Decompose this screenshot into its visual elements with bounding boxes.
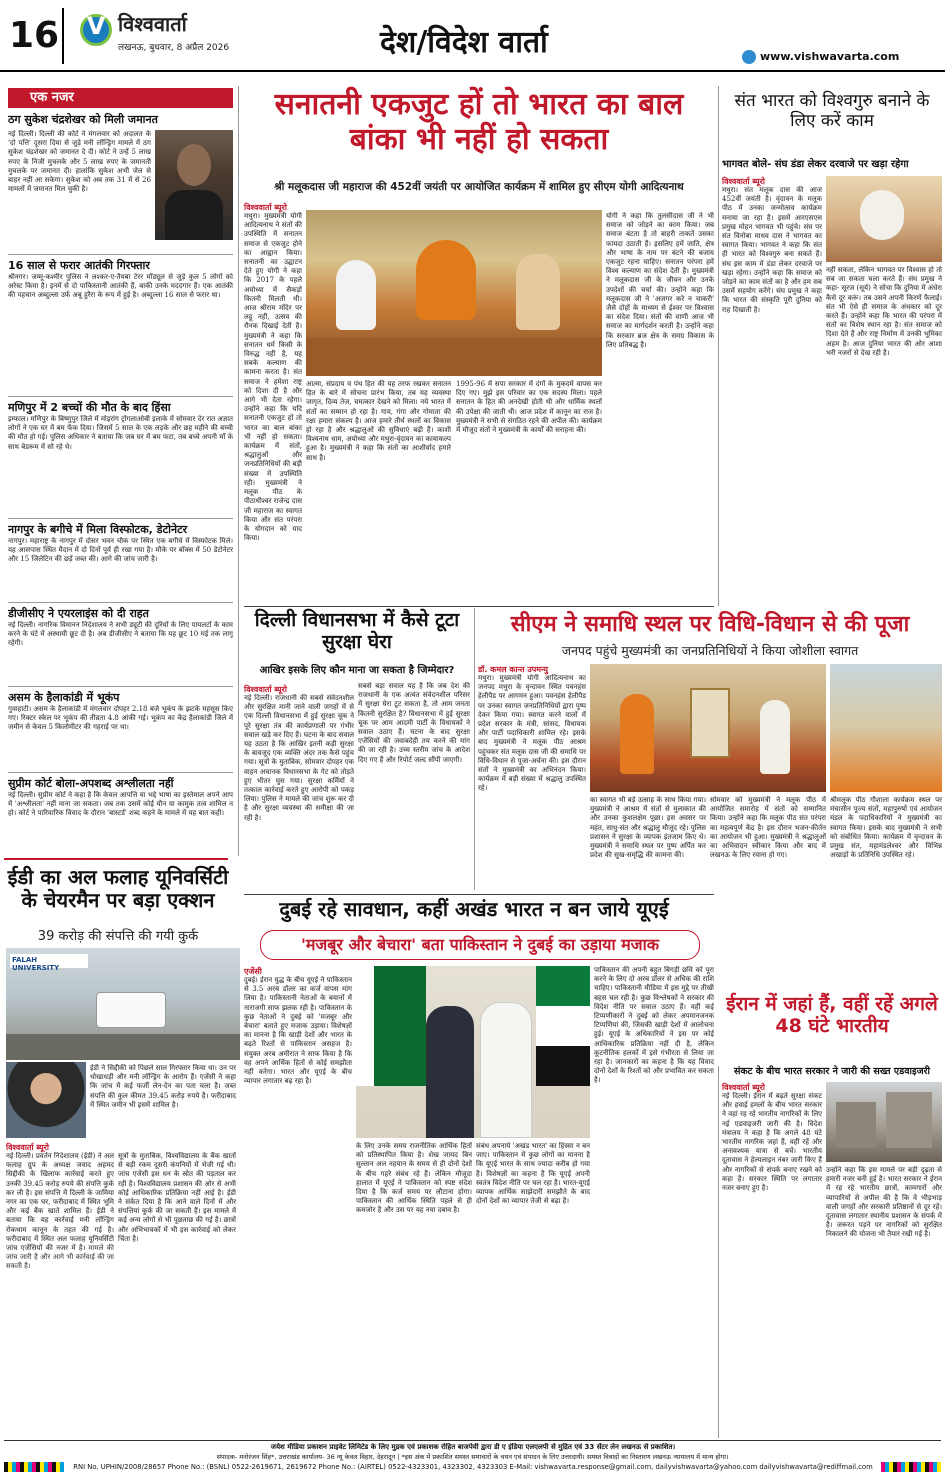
cm-figure <box>416 240 476 320</box>
delhi-headline: दिल्ली विधानसभा में कैसे टूटा सुरक्षा घेरा <box>254 609 460 653</box>
iran-headline: ईरान में जहां हैं, वहीं रहें अगले 48 घंटे भारतीय <box>726 993 938 1037</box>
dubai-quote: 'मजबूर और बेचारा' बता पाकिस्तान ने दुबई का उड़ाया मजाक <box>260 930 700 960</box>
dubai-byline: एजेंसी <box>244 967 262 976</box>
ed-body-col3: सूत्रों के मुताबिक, विश्वविद्यालय के बैंक खातों से बड़ी रकम दूसरी कंपनियों में भेजी गई थी। जांच एजेंसी इस धन के स्रोत की पड़ताल कर रही है। विश्वविद्यालय प्रशासन की ओर से अभी कोई आधिकारिक प्रतिक्रिया नहीं आई है। ईडी ने संकेत दिया है कि आने वाले दिनों में और संपत्तियां कुर्क की जा सकती हैं। इस मामले में कई अन्य लोगों से भी पूछताछ की गई है। छात्रों और अभिभावकों में भी इस कार्रवाई को लेकर चिंता है। <box>118 1152 236 1243</box>
lead-body-col1 <box>244 212 302 602</box>
brief-item <box>8 400 233 515</box>
brief-item <box>8 690 233 769</box>
brief-title: असम के हैलाकांडी में भूकंप <box>8 691 120 704</box>
person-figure <box>516 254 560 330</box>
lead-photo <box>306 210 602 376</box>
brief-item <box>8 606 233 683</box>
iran-rubble-photo <box>826 1082 942 1162</box>
cm-byline: डॉ. कमल कान्त उपमन्यु <box>478 665 549 674</box>
lead-headline: सनातनी एकजुट हों तो भारत का बाल बांका भी नहीं हो सकता <box>274 87 684 157</box>
bhagwat-photo <box>826 176 942 262</box>
chairman-photo <box>6 1062 86 1138</box>
pakistan-flag <box>356 966 426 1086</box>
color-registration-bar <box>881 1462 941 1472</box>
university-photo <box>6 948 240 1060</box>
paper-name: विश्ववार्ता <box>118 12 187 36</box>
bhagwat-body-col1 <box>722 186 822 602</box>
delhi-subheadline: आखिर इसके लिए कौन माना जा सकता है जिम्मेदार? <box>259 665 455 676</box>
iran-subheadline: संकट के बीच भारत सरकार ने जारी की सख्त एडवाइजरी <box>733 1066 931 1077</box>
lead-body-col4: योगी ने कहा कि तुलसीदास जी ने भी समाज को जोड़ने का काम किया। जब समाज बंटता है तो बाहरी ताकतें उसका फायदा उठाती हैं। इसलिए हमें जाति, क्षेत्र और भाषा के नाम पर बंटने की बजाय एकजुट रहना चाहिए। सनातन परंपरा हमें विश्व कल्याण का संदेश देती है। मुख्यमंत्री ने मलूकदास जी के जीवन और उनके उपदेशों की चर्चा की। उन्होंने कहा कि मलूकदास जी ने 'अजगर करे न चाकरी' जैसे दोहों के माध्यम से ईश्वर पर विश्वास का संदेश दिया। संतों की वाणी आज भी समाज का मार्गदर्शन करती है। उन्होंने कहा कि सरकार ब्रज क्षेत्र के समग्र विकास के लिए प्रतिबद्ध है। <box>606 212 714 349</box>
bhagwat-body-col2: नहीं सकता, लेकिन भागवत पर विश्वास हो तो सब जा सकता चला करते हैं। संघ प्रमुख ने कहा- सूरज (सूर्य) ने सोचा कि दुनिया में अंधेरा कैसे दूर करूं। तब उसने अपनी किरणें फैलाईं। संत भी ऐसे ही समाज के अंधकार को दूर करते हैं। उन्होंने कहा कि भारत की परंपरा में संतों का विशेष स्थान रहा है। संत समाज को दिशा देते हैं और राष्ट्र निर्माण में उनकी भूमिका अहम है। आज दुनिया भारत की ओर आशा भरी नजरों से देख रही है। <box>826 266 942 357</box>
bhagwat-byline: विश्ववार्ता ब्यूरो <box>722 177 765 186</box>
column-divider <box>718 86 719 606</box>
imprint-line: जयेश मीडिया प्रकाशन प्राइवेट लिमिटेड के लिए मुद्रक एवं प्रकाशक रोहित बाजपेयी द्वारा डी ए इंडिया एलएलपी से मुद्रित एवं 33 सेंटर लेन लखनऊ से प्रकाशित। <box>270 1443 676 1451</box>
person-figure <box>336 260 376 330</box>
column-divider <box>474 608 475 890</box>
cm-body-col3: सोमवार को मुख्यमंत्री ने मलूक पीठ में आयोजित समारोह में संतों को सम्मानित किया। उन्होंने कहा कि मलूक पीठ संत परंपरा का महत्वपूर्ण केंद्र है। इस दौरान भजन-कीर्तन का आयोजन भी हुआ। मुख्यमंत्री ने श्रद्धालुओं का अभिवादन स्वीकार किया और बाद में लखनऊ के लिए रवाना हो गए। <box>710 796 826 860</box>
contact-line: RNI No. UPHIN/2008/28657 Phone No.: (BSNL) 0522-2619671, 2619672 Phone No.: (AIRTEL) 0522-4323301, 4323302, 4323303 E-Mail: vishwavarta.response@gmail.com, dailyvishwavarta@yahoo.com dailyvishwavarta@rediffmail.com <box>73 1463 873 1471</box>
imprint-editor: संपादक- मनोरंजन सिंह*, उत्तराखंड कार्यालय- 36 न्यू केवल विहार, देहरादून | *इस अंक में प्रकाशित समस्त समाचारों के चयन एवं संपादन के लिए उत्तरदायी। समस्त विवादों का निस्तारण लखनऊ न्यायालय में मान्य होगा। <box>216 1453 729 1461</box>
bhagwat-body-text: मथुरा। संत मलूक दास की आज 452वीं जयंती है। वृंदावन के मलूक पीठ में उनका जन्मोत्सव कार्यक्रम मनाया जा रहा है। इसमें आरएसएस प्रमुख मोहन भागवत भी पहुंचे। संघ पर संत विनोबा माधव दास ने भागवत का स्वागत किया। भागवत ने कहा कि संत ही भारत को विश्वगुरु बना सकते हैं। संघ इस काम में डंडा लेकर दरवाजे पर खड़ा रहेगा। उन्होंने कहा कि समाज को जोड़ने का काम संतों का है और हम सब उसमें सहयोग करेंगे। संघ प्रमुख ने कहा कि भारत की संस्कृति पूरी दुनिया को राह दिखाती है। <box>722 186 822 314</box>
iran-body-text: नई दिल्ली। ईरान में बढ़ते सुरक्षा संकट और हवाई हमलों के बीच भारत सरकार ने वहां रह रहे भारतीय नागरिकों के लिए नई एडवाइजरी जारी की है। विदेश मंत्रालय ने कहा है कि अगले 48 घंटे भारतीय नागरिक जहां हैं, वहीं रहें और अनावश्यक यात्रा से बचें। भारतीय दूतावास ने हेल्पलाइन नंबर जारी किए हैं और नागरिकों से संपर्क बनाए रखने को कहा है। सरकार स्थिति पर लगातार नजर बनाए हुए है। <box>722 1092 822 1193</box>
brief-item <box>8 258 233 393</box>
dubai-photo <box>356 966 590 1138</box>
brief-title: ठग सुकेश चंद्रशेखर को मिली जमानत <box>8 113 158 126</box>
brief-item <box>8 522 233 599</box>
divider <box>244 606 714 607</box>
ed-body-col2: ईडी ने सिद्दीकी को पिछले साल गिरफ्तार किया था। उन पर धोखाधड़ी और मनी लॉन्ड्रिंग के आरोप हैं। एजेंसी ने कहा कि जांच में कई फर्जी लेन-देन का पता चला है। जब्त संपत्ति की कुल कीमत 39.45 करोड़ रुपये है। फरीदाबाद में स्थित जमीन भी इसमें शामिल है। <box>90 1064 236 1109</box>
cm-body-text: मथुरा। मुख्यमंत्री योगी आदित्यनाथ का जनपद मथुरा के वृन्दावन स्थित पवनहंस हेलीपैड पर आगमन हुआ। पवनहंस हेलीपैड पर उनका स्वागत जनप्रतिनिधियों द्वारा पुष्प देकर किया गया। स्वागत करने वालों में प्रदेश सरकार के मंत्री, सांसद, विधायक और पार्टी पदाधिकारी शामिल रहे। इसके बाद मुख्यमंत्री ने मलूक पीठ आश्रम पहुंचकर संत मलूक दास जी की समाधि पर विधि-विधान से पूजा-अर्चना की। इस दौरान संतों ने मुख्यमंत्री का अभिनंदन किया। कार्यक्रम में बड़ी संख्या में श्रद्धालु उपस्थित रहे। <box>478 674 586 793</box>
ed-body-text: नई दिल्ली। प्रवर्तन निदेशालय (ईडी) ने अल फलाह ग्रुप के अध्यक्ष जवाद अहमद सिद्दीकी के खिलाफ कार्रवाई करते हुए उनकी 39.45 करोड़ रुपये की संपत्ति कुर्क कर ली है। इस संपत्ति में दिल्ली के जामिया नगर का एक घर, फरीदाबाद में स्थित भूमि और कई बैंक खाते शामिल हैं। ईडी ने बताया कि यह कार्रवाई मनी लॉन्ड्रिंग रोकथाम कानून के तहत की गई है। फरीदाबाद में स्थित अल फलाह यूनिवर्सिटी जांच एजेंसियों की नजर में है। <box>6 1152 114 1253</box>
bhagwat-headline: संत भारत को विश्वगुरु बनाने के लिए करें काम <box>734 91 930 131</box>
stage <box>306 338 602 376</box>
divider <box>4 1440 941 1441</box>
brief-body: गुवाहाटी। असम के हैलाकांडी में मंगलवार दोपहर 2.18 बजे भूकंप के झटके महसूस किए गए। रिक्टर स्केल पर भूकंप की तीव्रता 4.8 आंकी गई। भूकंप का केंद्र हैलाकांडी जिले में जमीन से केवल 5 किलोमीटर की गहराई पर था। <box>8 705 233 732</box>
iran-body-col1 <box>722 1092 822 1438</box>
lead-byline: विश्ववार्ता ब्यूरो <box>244 203 287 212</box>
cm-body-col2: का स्वागत भी बड़े उत्साह के साथ किया गया। मुख्यमंत्री ने आश्रम में संतों से मुलाकात की और उनका कुशलक्षेम पूछा। इस अवसर पर महंत, साधु-संत और श्रद्धालु मौजूद रहे। पुलिस प्रशासन ने सुरक्षा के व्यापक इंतजाम किए थे। मुख्यमंत्री ने समाधि स्थल पर पुष्प अर्पित कर प्रदेश की सुख-समृद्धि की कामना की। <box>590 796 706 860</box>
column-divider <box>718 1066 719 1438</box>
footer-bar <box>4 1452 941 1472</box>
delhi-body-col1 <box>244 694 354 890</box>
dubai-body-col2: के लिए उनके समय राजनीतिक आर्थिक हितों को प्रतिस्थापित किया है। शेख जायद बिन सुल्तान अल नहयान के समय से ही दोनों देशों के बीच गहरे संबंध रहे हैं। लेकिन मौजूदा हालात में यूएई ने पाकिस्तान को स्पष्ट संदेश दिया है कि कर्ज समय पर लौटाना होगा। पाकिस्तान की आर्थिक स्थिति पहले से ही कमजोर है और उस पर यह नया दबाव है। <box>356 1142 472 1215</box>
bhagwat-subheadline: भागवत बोले- संघ डंडा लेकर दरवाजे पर खड़ा रहेगा <box>722 159 909 170</box>
ed-body: नई दिल्ली। प्रवर्तन निदेशालय (ईडी) ने अल फलाह ग्रुप के अध्यक्ष जवाद अहमद सिद्दीकी के खिलाफ कार्रवाई करते हुए उनकी 39.45 करोड़ रुपये की संपत्ति कुर्क कर ली है। इस संपत्ति में दिल्ली के जामिया नगर का एक घर, फरीदाबाद में स्थित भूमि और कई बैंक खाते शामिल हैं। ईडी ने बताया कि यह कार्रवाई मनी लॉन्ड्रिंग रोकथाम कानून के तहत की गई है। फरीदाबाद में स्थित अल फलाह यूनिवर्सिटी जांच एजेंसियों की नजर में है। मामले की जांच जारी है और आगे भी कार्रवाई की जा सकती है। <box>6 1152 114 1271</box>
suspect-photo <box>155 130 233 240</box>
brief-title: सुप्रीम कोर्ट बोला-अपशब्द अश्लीलता नहीं <box>8 777 174 790</box>
ed-byline: विश्ववार्ता ब्यूरो <box>6 1143 49 1152</box>
dubai-body-text: दुबई। ईरान युद्ध के बीच यूएई ने पाकिस्तान से 3.5 अरब डॉलर का कर्ज वापस मांग लिया है। पाकिस्तानी नेताओं के बयानों में नाराजगी साफ झलक रही है। पाकिस्तान के कुछ नेताओं ने दुबई को 'मजबूर और बेचारा' बताते हुए मजाक उड़ाया। विशेषज्ञों का मानना है कि खाड़ी देशों और भारत के बढ़ते रिश्तों से पाकिस्तान असहज है। संयुक्त अरब अमीरात ने साफ किया है कि वह अपने आर्थिक हितों से कोई समझौता नहीं करेगा। भारत और यूएई के बीच व्यापार लगातार बढ़ रहा है। <box>244 976 352 1086</box>
lead-body-col3: 1995-96 में सपा सरकार में दंगों के मुकदमे वापस कर दिए गए। मुझे इस परिवार का एक सदस्य मिला। पहले सनातन के हित की अनदेखी होती थी और धार्मिक स्थलों की उपेक्षा की जाती थी। आज प्रदेश में कानून का राज है। मुख्यमंत्री ने सभी से संगठित रहने की अपील की। कार्यक्रम में मौजूद संतों ने मुख्यमंत्री के कार्यों की सराहना की। <box>456 380 602 435</box>
lead-subheadline: श्री मलूकदास जी महाराज की 452वीं जयंती पर आयोजित कार्यक्रम में शामिल हुए सीएम योगी आदित्यनाथ <box>274 181 684 193</box>
globe-icon <box>742 50 756 64</box>
person-figure <box>860 190 904 240</box>
color-registration-bar <box>4 1462 64 1472</box>
uae-flag <box>536 966 590 1086</box>
brief-body: श्रीनगर। जम्मू-कश्मीर पुलिस ने लश्कर-ए-तैयबा टेरर मॉड्यूल से जुड़े कुल 5 लोगों को अरेस्ट किया है। इनमें से दो पाकिस्तानी आतंकी हैं, बाकी उनके मददगार हैं। एक आतंकी की पहचान अब्दुल्ला उर्फ अबू हुरैरा के रूप में हुई है। अब्दुल्ला 16 साल से फरार था। <box>8 273 233 300</box>
date-line: लखनऊ, बुधवार, 8 अप्रैल 2026 <box>118 43 230 53</box>
logo-letter: V <box>86 12 106 40</box>
page-number: 16 <box>6 8 64 64</box>
brief-body: इम्फाल। मणिपुर के बिष्णुपुर जिले में मोइरांग ट्रोंगलाओबी इलाके में सोमवार देर रात अज्ञात लोगों ने एक घर में बम फेंक दिया। जिसमें 5 साल के एक लड़के और छह महीने की बच्ची की मौत हो गई। पुलिस अधिकार ने बताया कि जब घर में बम फटा, तब बच्चे अपनी माँ के साथ बेडरूम में सो रहे थे। <box>8 415 233 451</box>
cm-headline: सीएम ने समाधि स्थल पर विधि-विधान से की पूजा <box>510 612 910 637</box>
imprint-editor-text: संपादक- मनोरंजन सिंह*, उत्तराखंड कार्यालय- 36 न्यू केवल विहार, देहरादून <box>216 1453 396 1461</box>
lead-body-text: मथुरा। मुख्यमंत्री योगी आदित्यनाथ ने संतों की उपस्थिति में सनातन समाज से एकजुट होने का आह्वान किया। सनातनी का उद्घाटन देते हुए योगी ने कहा कि 2017 के पहले अयोध्या में सैकड़ों कितनी मिलती थी। आज श्रीराम मंदिर पर लहू नहीं, उत्सव की रौनक दिखाई देती है। मुख्यमंत्री ने कहा कि सनातन धर्म किसी के विरुद्ध नहीं है, यह सबके कल्याण की कामना करता है। संत समाज ने हमेशा राष्ट्र को दिशा दी है और आगे भी देता रहेगा। उन्होंने कहा कि यदि सनातनी एकजुट हों तो भारत का बाल बांका भी नहीं हो सकता। कार्यक्रम में संतों, श्रद्धालुओं और जनप्रतिनिधियों की बड़ी संख्या में उपस्थिति रही। मुख्यमंत्री ने मलूक पीठ के पीठाधीश्वर राजेन्द्र दास जी महाराज का स्वागत किया और संत परंपरा के योगदान को याद किया। <box>244 212 302 543</box>
brief-title: नागपुर के बगीचे में मिला विस्फोटक, डेटोनेटर <box>8 523 188 536</box>
brief-title: डीजीसीए ने एयरलाइंस को दी राहत <box>8 607 149 620</box>
cm-body-col4: श्रीमलूक पीठ गौशाला कार्यक्रम स्थल पर मंचासीन पूज्य संतों, महापुरुषों एवं आयोजन मंडल के पदाधिकारियों ने मुख्यमंत्री का स्वागत किया। इसके बाद मुख्यमंत्री ने सभी को संबोधित किया। कार्यक्रम में वृन्दावन के प्रमुख संत, महामंडलेश्वर और विभिन्न अखाड़ों के प्रतिनिधि उपस्थित रहे। <box>830 796 942 860</box>
ek-najar-label: एक नजर <box>8 88 233 108</box>
delhi-byline: विश्ववार्ता ब्यूरो <box>244 685 287 694</box>
divider <box>4 858 228 860</box>
brief-body: नागपुर। महाराष्ट्र के नागपुर में दोसर भवन चौक पर स्थित एक बगीचे में विस्फोटक मिले। यह आसपास स्थित मैदान में दो दिनों पूर्व ही रखा गया है। मौके पर बॉक्स में 50 डेटोनेटर और 15 जिलेटिन की छड़ें जब्त की। आगे की जांच जारी है। <box>8 537 233 564</box>
dubai-body-col4: पाकिस्तान की अपनी बहुत बिगड़ी छवि को पूरा करने के लिए दो अरब डॉलर से अधिक की राशि चाहिए। पाकिस्तानी मीडिया में इस मुद्दे पर तीखी बहस चल रही है। कुछ विश्लेषकों ने सरकार की विदेश नीति पर सवाल उठाए हैं। वहीं कई टिप्पणीकारों ने दुबई को लेकर अपमानजनक टिप्पणियां कीं, जिसकी खाड़ी देशों में आलोचना हुई। यूएई के अधिकारियों ने इस पर कोई आधिकारिक प्रतिक्रिया नहीं दी है, लेकिन कूटनीतिक हलकों में इसे गंभीरता से लिया जा रहा है। जानकारों का कहना है कि यह विवाद दोनों देशों के रिश्तों को और प्रभावित कर सकता है। <box>594 966 714 1085</box>
brief-item <box>8 776 233 847</box>
iran-body-col2: उन्होंने कहा कि इस मामले पर बड़ी दृढ़ता से हमारी नजर बनी हुई है। भारत सरकार ने ईरान में रह रहे भारतीय छात्रों, कामगारों और व्यापारियों से अपील की है कि वे भीड़भाड़ वाली जगहों और सरकारी प्रतिष्ठानों से दूर रहें। दूतावास लगातार स्थानीय प्रशासन के संपर्क में है। जरूरत पड़ने पर नागरिकों को सुरक्षित निकालने की योजना भी तैयार रखी गई है। <box>826 1166 942 1239</box>
brief-item <box>8 112 233 250</box>
ed-headline: ईडी का अल फलाह यूनिवर्सिटी के चेयरमैन पर बड़ा एक्शन <box>7 865 229 912</box>
suv-vehicle <box>96 992 166 1028</box>
website-link[interactable]: www.vishwavarta.com <box>760 50 900 63</box>
column-divider <box>238 86 239 856</box>
dubai-body-col1 <box>244 976 352 1438</box>
cm-figure <box>620 694 654 774</box>
section-title: देश/विदेश वार्ता <box>380 25 548 60</box>
divider <box>244 894 714 895</box>
cm-welcome-photo <box>830 664 942 792</box>
dubai-body-col3: संबंध अपनाये 'अखंड भारत' का हिस्सा न बन जाए। पाकिस्तान में कुछ लोगों का मानना है कि यूएई भारत के साथ ज्यादा करीब हो गया है। विशेषज्ञों का कहना है कि यूएई अपनी स्वतंत्र विदेश नीति पर चल रहा है। भारत-यूएई व्यापक आर्थिक साझेदारी समझौते के बाद दोनों देशों का व्यापार तेजी से बढ़ा है। <box>476 1142 590 1206</box>
cm-subheadline: जनपद पहुंचे मुख्यमंत्री का जनप्रतिनिधियों ने किया जोशीला स्वागत <box>561 643 859 658</box>
brief-body: नई दिल्ली। नागरिक विमानन निदेशालय ने सभी ड्यूटी की दूरियों के लिए पायलटों के काम करने के घंटे में अस्थायी छूट दी है। अब डीजीसीए ने बताया कि यह छूट 10 मई तक लागू रहेगी। <box>8 621 233 648</box>
university-sign: FALAH UNIVERSITY <box>10 954 88 968</box>
cm-pooja-photo <box>590 664 826 792</box>
iran-byline: विश्ववार्ता ब्यूरो <box>722 1083 765 1092</box>
brief-body: नई दिल्ली। दिल्ली की कोर्ट ने मंगलवार को अदालत के 'दो पत्ति' दूसरा दिया से जुड़े मनी लॉन्ड्रिंग मामले में ठग सुकेश चंद्रशेखर को जमानत दे दी। कोर्ट ने उन्हें 5 लाख रुपए के निजी मुचलके और 5 लाख रुपए के जमानती मुचलके पर जमानत दी। हालांकि सुकेश अभी जेल से बाहर नहीं आ सकेगा। सुकेश को अब तक 31 में से 26 मामलों में जमानत मिल चुकी है। <box>8 130 151 194</box>
lead-body-col2: आत्मा, संप्रदाय व पंथ हित की यह तरफ रखकर सनातन हित के बारे में सोचना प्रारंभ किया, तब यह व्यवस्था जागृत, दिव्य तेज, चमत्कार देखने को मिला। नये भारत में संतों का सम्मान हो रहा है। गाय, गंगा और गोमाता की रक्षा हमारा संकल्प है। आज हमारे तीर्थ स्थलों का विकास हो रहा है और श्रद्धालुओं की सुविधाएं बढ़ी हैं। काशी विश्वनाथ धाम, अयोध्या और मथुरा-वृंदावन का कायाकल्प हुआ है। मुख्यमंत्री ने कहा कि संतों का आशीर्वाद हमारे साथ है। <box>306 380 451 462</box>
person-figure <box>760 700 790 774</box>
road <box>6 1034 240 1060</box>
building <box>836 1102 876 1148</box>
person-figure <box>426 1006 474 1138</box>
delhi-body-text: नई दिल्ली। राजधानी की सबसे संवेदनशील और सुरक्षित मानी जाने वाली जगहों में से एक दिल्ली विधानसभा में हुई सुरक्षा चूक ने पूरे सुरक्षा तंत्र की कार्यप्रणाली पर गंभीर सवाल खड़े कर दिए हैं। घटना के बाद सवाल यह उठता है कि आखिर इतनी कड़ी सुरक्षा के बावजूद एक व्यक्ति अंदर तक कैसे पहुंच गया। सूत्रों के मुताबिक, सोमवार दोपहर एक वाहन अचानक विधानसभा के गेट को तोड़ते हुए भीतर घुस गया। सुरक्षा कर्मियों ने तत्काल कार्रवाई करते हुए आरोपी को पकड़ लिया। पुलिस ने मामले की जांच शुरू कर दी है और सुरक्षा व्यवस्था की समीक्षा की जा रही है। <box>244 694 354 822</box>
brief-title: 16 साल से फरार आतंकी गिरफ्तार <box>8 259 150 272</box>
building <box>886 1092 932 1148</box>
brief-body: नई दिल्ली। सुप्रीम कोर्ट ने कहा है कि केवल आपत्ति या भद्दे भाषा का इस्तेमाल अपने आप में 'अश्लीलता' नहीं माना जा सकता। जब तक उसमें कोई यौन या कामुक तत्व शामिल न हो। कोर्ट ने पारिवारिक विवाद के दौरान 'बास्टर्ड' शब्द कहने के मामले में यह बात कही। <box>8 791 233 818</box>
dubai-headline: दुबई रहे सावधान, कहीं अखंड भारत न बन जाये यूएई <box>279 897 669 921</box>
shrine <box>690 688 730 758</box>
news-brief-column <box>8 112 233 847</box>
delhi-body-col2: सबसे बड़ा सवाल यह है कि जब देश की राजधानी के एक अत्यंत संवेदनशील परिसर में सुरक्षा घेरा टूट सकता है, तो आम जनता कितनी सुरक्षित है? विधानसभा में हुई सुरक्षा चूक पर आम आदमी पार्टी के विधायकों ने सवाल उठाए हैं। घटना के बाद सुरक्षा एजेंसियों की जवाबदेही तय करने की मांग की जा रही है। उच्च स्तरीय जांच के आदेश दिए गए हैं और रिपोर्ट जल्द सौंपी जाएगी। <box>358 682 470 764</box>
imprint-disclaimer: *इस अंक में प्रकाशित समस्त समाचारों के चयन एवं संपादन के लिए उत्तरदायी। समस्त विवादों का निस्तारण लखनऊ न्यायालय में मान्य होगा। <box>401 1453 729 1461</box>
brief-title: मणिपुर में 2 बच्चों की मौत के बाद हिंसा <box>8 401 171 414</box>
person-figure <box>480 1002 532 1138</box>
ed-subheadline: 39 करोड़ की संपत्ति की गयी कुर्क <box>37 929 199 944</box>
cm-body-col1 <box>478 674 586 890</box>
